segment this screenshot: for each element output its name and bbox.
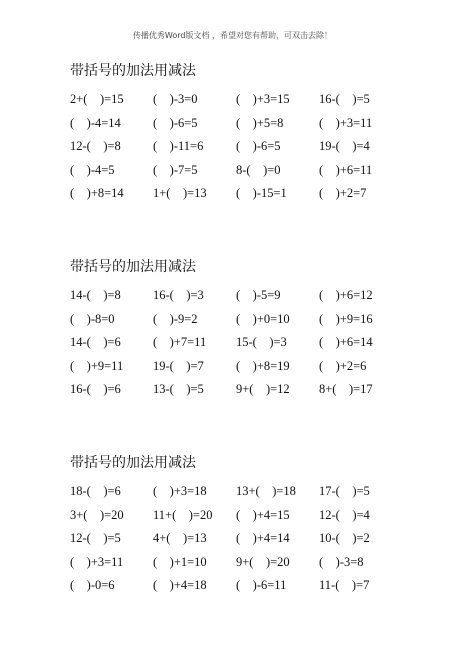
exercise-item: 12-( )=4 [319, 507, 370, 522]
exercise-item: 17-( )=5 [319, 484, 370, 498]
exercise-item: ( )+7=11 [153, 335, 207, 349]
exercise-item: ( )+1=10 [153, 554, 207, 569]
exercise-item: 8-( )=0 [236, 162, 281, 177]
exercise-item: ( )-6=5 [153, 115, 198, 130]
exercise-item: 16-( )=5 [319, 92, 370, 106]
exercise-item: ( )+4=15 [236, 507, 290, 522]
exercise-item: ( )+4=18 [153, 578, 207, 592]
exercise-item: ( )+2=7 [319, 186, 367, 200]
exercise-item: 12-( )=8 [70, 139, 121, 153]
exercise-item: 18-( )=6 [70, 484, 121, 498]
exercise-item: ( )+9=11 [70, 358, 124, 373]
exercise-item: ( )-6=5 [236, 139, 281, 153]
exercise-item: ( )+8=19 [236, 358, 290, 373]
exercise-item: ( )+3=18 [153, 484, 207, 498]
exercise-item: ( )+8=14 [70, 186, 124, 200]
exercise-item: ( )-4=14 [70, 115, 121, 130]
exercise-item: ( )+9=16 [319, 311, 373, 326]
exercise-item: 14-( )=8 [70, 288, 121, 302]
section-title: 带括号的加法用减法 [70, 259, 196, 275]
section-title: 带括号的加法用减法 [70, 63, 196, 79]
exercise-item: ( )+4=14 [236, 531, 290, 545]
exercise-item: ( )+6=11 [319, 162, 373, 177]
exercise-item: ( )+6=12 [319, 288, 373, 302]
exercise-item: ( )-3=0 [153, 92, 198, 106]
exercise-item: 12-( )=5 [70, 531, 121, 545]
exercise-item: 16-( )=6 [70, 382, 121, 396]
exercise-item: ( )-0=6 [70, 578, 115, 592]
exercise-item: ( )-7=5 [153, 162, 198, 177]
exercise-item: ( )-6=11 [236, 578, 287, 592]
exercise-section-3 [70, 452, 450, 598]
section-title: 带括号的加法用减法 [70, 455, 196, 471]
exercise-item: ( )-8=0 [70, 311, 115, 326]
exercise-item: ( )+3=11 [70, 554, 124, 569]
exercise-item: 13+( )=18 [236, 484, 296, 498]
exercise-grid [70, 88, 450, 206]
exercise-section-1 [70, 60, 450, 206]
exercise-grid [70, 284, 450, 402]
exercise-item: ( )-15=1 [236, 186, 287, 200]
exercise-item: 4+( )=13 [153, 531, 207, 545]
exercise-item: 8+( )=17 [319, 382, 373, 396]
exercise-item: ( )+6=14 [319, 335, 373, 349]
exercise-section-2 [70, 256, 450, 402]
exercise-item: ( )-5=9 [236, 288, 281, 302]
exercise-item: ( )+0=10 [236, 311, 290, 326]
exercise-item: 11-( )=7 [319, 578, 370, 592]
exercise-item: ( )-11=6 [153, 139, 204, 153]
exercise-item: ( )-3=8 [319, 554, 364, 569]
exercise-item: ( )+2=6 [319, 358, 367, 373]
exercise-grid [70, 480, 450, 598]
exercise-item: 9+( )=12 [236, 382, 290, 396]
exercise-item: 19-( )=7 [153, 358, 204, 373]
exercise-item: 13-( )=5 [153, 382, 204, 396]
exercise-item: 3+( )=20 [70, 507, 124, 522]
exercise-item: 16-( )=3 [153, 288, 204, 302]
exercise-item: ( )+3=15 [236, 92, 290, 106]
document-header-note: 传播优秀Word版文档 ，希望对您有帮助，可双击去除！ [132, 31, 333, 40]
exercise-item: 15-( )=3 [236, 335, 287, 349]
exercise-item: 2+( )=15 [70, 92, 124, 106]
exercise-item: 14-( )=6 [70, 335, 121, 349]
exercise-item: 10-( )=2 [319, 531, 370, 545]
exercise-item: 1+( )=13 [153, 186, 207, 200]
exercise-item: 9+( )=20 [236, 554, 290, 569]
exercise-item: ( )+5=8 [236, 115, 284, 130]
exercise-item: ( )+3=11 [319, 115, 373, 130]
exercise-item: 19-( )=4 [319, 139, 370, 153]
exercise-item: 11+( )=20 [153, 507, 213, 522]
exercise-item: ( )-9=2 [153, 311, 198, 326]
exercise-item: ( )-4=5 [70, 162, 115, 177]
